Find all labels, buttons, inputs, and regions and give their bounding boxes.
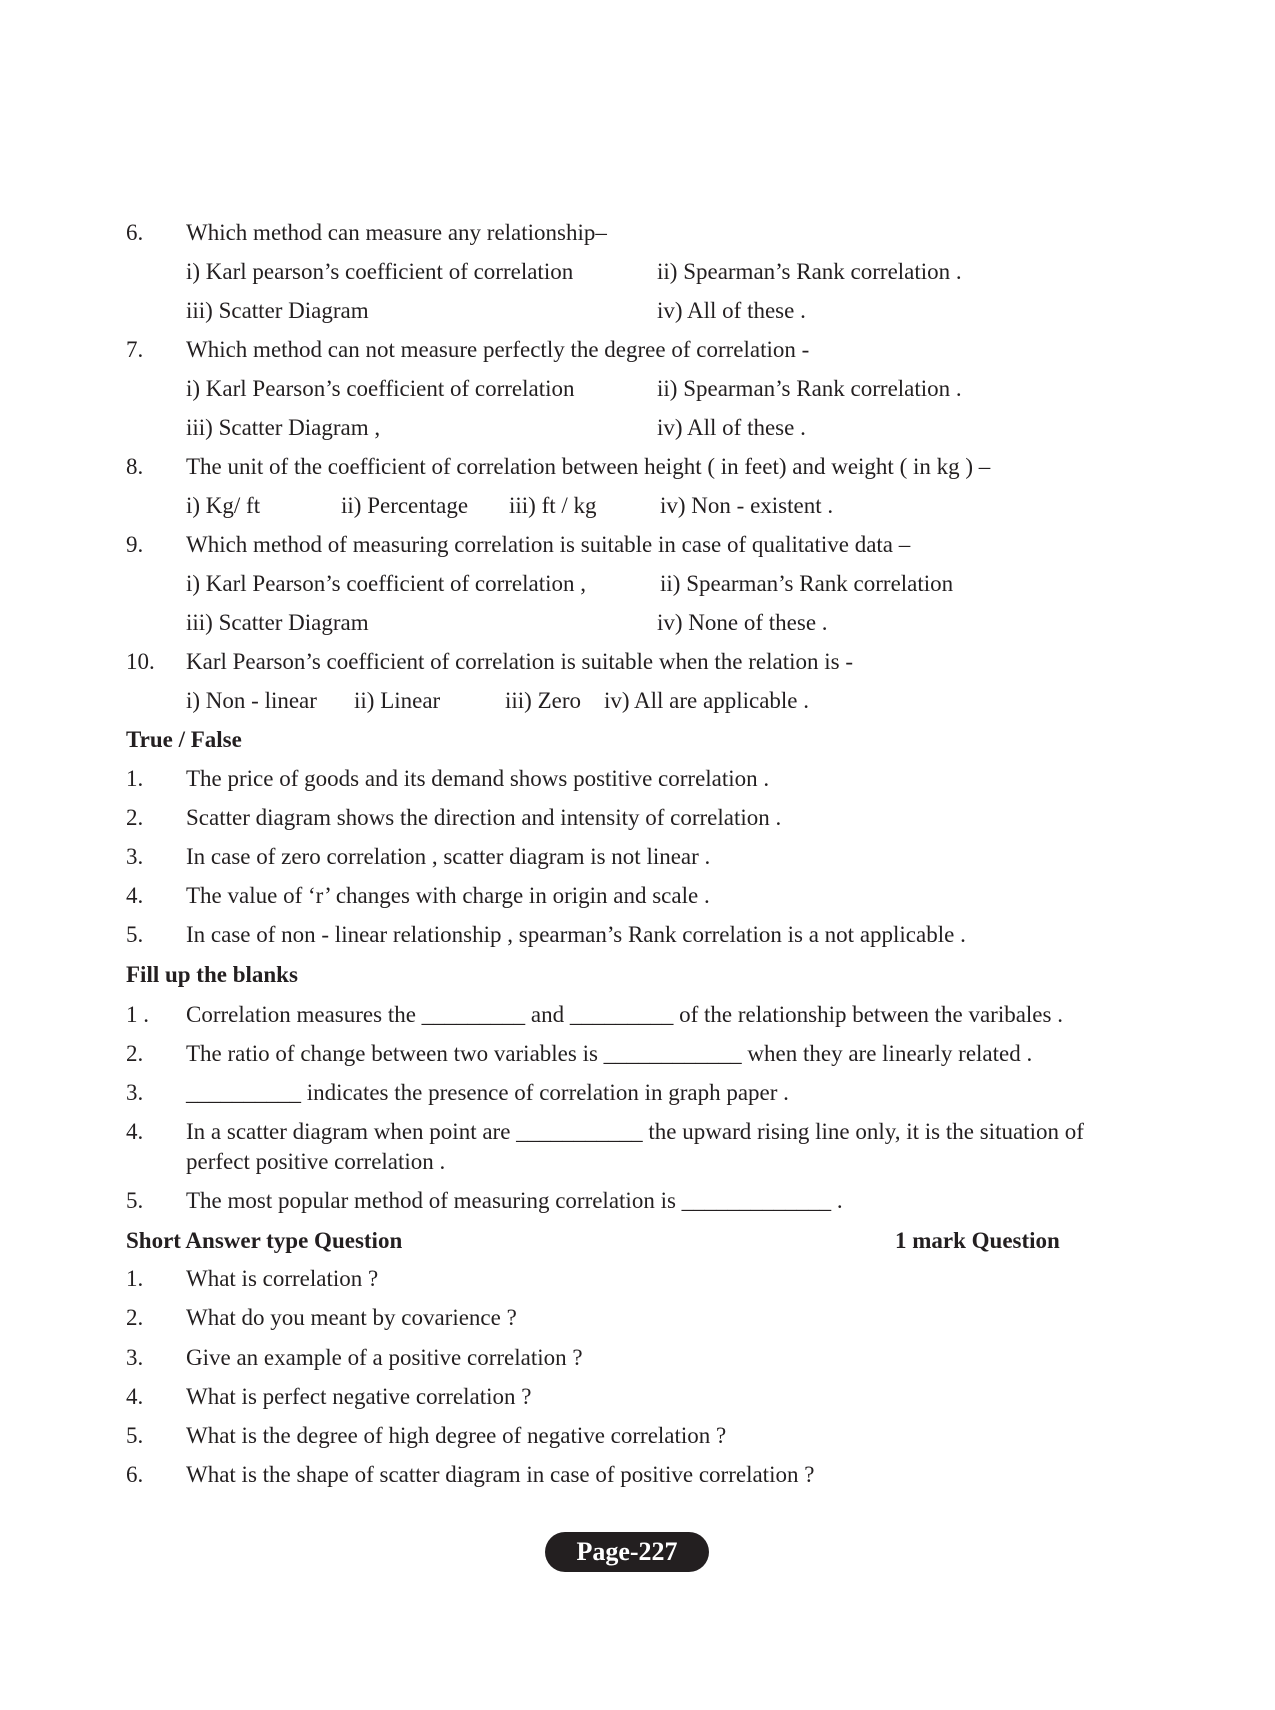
marks-label: 1 mark Question xyxy=(895,1228,1060,1253)
tf-statement: The value of ‘r’ changes with charge in origin and scale . xyxy=(186,883,710,908)
blank-number: 5. xyxy=(126,1188,144,1213)
question-number: 7. xyxy=(126,337,144,362)
option: iii) Scatter Diagram xyxy=(186,298,369,323)
blank-statement: __________ indicates the presence of correlation in graph paper . xyxy=(186,1080,789,1105)
blank-statement: Correlation measures the _________ and _________ of the relationship between the varibales . xyxy=(186,1002,1063,1027)
tf-statement: In case of zero correlation , scatter diagram is not linear . xyxy=(186,844,711,869)
question-text: Which method can measure any relationship– xyxy=(186,220,607,245)
tf-statement: The price of goods and its demand shows postitive correlation . xyxy=(186,766,770,791)
sa-number: 6. xyxy=(126,1462,144,1487)
tf-statement: In case of non - linear relationship , spearman’s Rank correlation is a not applicable . xyxy=(186,922,966,947)
option: i) Kg/ ft xyxy=(186,493,261,518)
blank-number: 2. xyxy=(126,1041,144,1066)
sa-question: What is the shape of scatter diagram in case of positive correlation ? xyxy=(186,1462,815,1487)
question-number: 9. xyxy=(126,532,144,557)
question-text: The unit of the coefficient of correlation between height ( in feet) and weight ( in kg ) – xyxy=(186,454,991,479)
tf-number: 5. xyxy=(126,922,144,947)
blank-number: 3. xyxy=(126,1080,144,1105)
option: iv) Non - existent . xyxy=(660,493,834,518)
option: iii) Scatter Diagram xyxy=(186,610,369,635)
option: iii) Scatter Diagram , xyxy=(186,415,381,440)
blank-number: 4. xyxy=(126,1119,144,1144)
question-text: Which method can not measure perfectly the degree of correlation - xyxy=(186,337,810,362)
sa-question: What do you meant by covarience ? xyxy=(186,1305,517,1330)
option: i) Karl Pearson’s coefficient of correlation xyxy=(186,376,575,401)
blank-statement: The ratio of change between two variables is ____________ when they are linearly related . xyxy=(186,1041,1033,1066)
sa-number: 2. xyxy=(126,1305,144,1330)
option: i) Non - linear xyxy=(186,688,317,713)
option: iv) All of these . xyxy=(657,415,806,440)
section-heading-fill-blanks: Fill up the blanks xyxy=(126,962,298,987)
sa-number: 4. xyxy=(126,1384,144,1409)
option: i) Karl pearson’s coefficient of correlation xyxy=(186,259,574,284)
section-heading-short-answer: Short Answer type Question xyxy=(126,1228,403,1253)
question-number: 10. xyxy=(126,649,155,674)
blank-number: 1 . xyxy=(126,1002,149,1027)
tf-statement: Scatter diagram shows the direction and intensity of correlation . xyxy=(186,805,782,830)
option: ii) Spearman’s Rank correlation xyxy=(660,571,954,596)
page-number-badge: Page-227 xyxy=(545,1532,709,1572)
sa-number: 5. xyxy=(126,1423,144,1448)
sa-question: What is perfect negative correlation ? xyxy=(186,1384,532,1409)
blank-statement: In a scatter diagram when point are ___________ the upward rising line only, it is the situation of perfect positive correlation . xyxy=(186,1119,1084,1174)
question-text: Karl Pearson’s coefficient of correlation is suitable when the relation is - xyxy=(186,649,853,674)
option: iv) All are applicable . xyxy=(604,688,810,713)
option: ii) Linear xyxy=(354,688,441,713)
question-number: 8. xyxy=(126,454,144,479)
question-number: 6. xyxy=(126,220,144,245)
tf-number: 4. xyxy=(126,883,144,908)
sa-question: What is the degree of high degree of negative correlation ? xyxy=(186,1423,727,1448)
tf-number: 1. xyxy=(126,766,144,791)
option: iii) ft / kg xyxy=(509,493,597,518)
question-text: Which method of measuring correlation is suitable in case of qualitative data – xyxy=(186,532,911,557)
blank-statement: The most popular method of measuring correlation is _____________ . xyxy=(186,1188,843,1213)
tf-number: 3. xyxy=(126,844,144,869)
option: iv) All of these . xyxy=(657,298,806,323)
section-heading-true-false: True / False xyxy=(126,727,242,752)
option: ii) Percentage xyxy=(341,493,469,518)
sa-question: Give an example of a positive correlation ? xyxy=(186,1345,583,1370)
option: iv) None of these . xyxy=(657,610,828,635)
option: ii) Spearman’s Rank correlation . xyxy=(657,259,962,284)
sa-question: What is correlation ? xyxy=(186,1266,379,1291)
option: ii) Spearman’s Rank correlation . xyxy=(657,376,962,401)
option: iii) Zero xyxy=(505,688,581,713)
sa-number: 3. xyxy=(126,1345,144,1370)
tf-number: 2. xyxy=(126,805,144,830)
sa-number: 1. xyxy=(126,1266,144,1291)
option: i) Karl Pearson’s coefficient of correlation , xyxy=(186,571,587,596)
